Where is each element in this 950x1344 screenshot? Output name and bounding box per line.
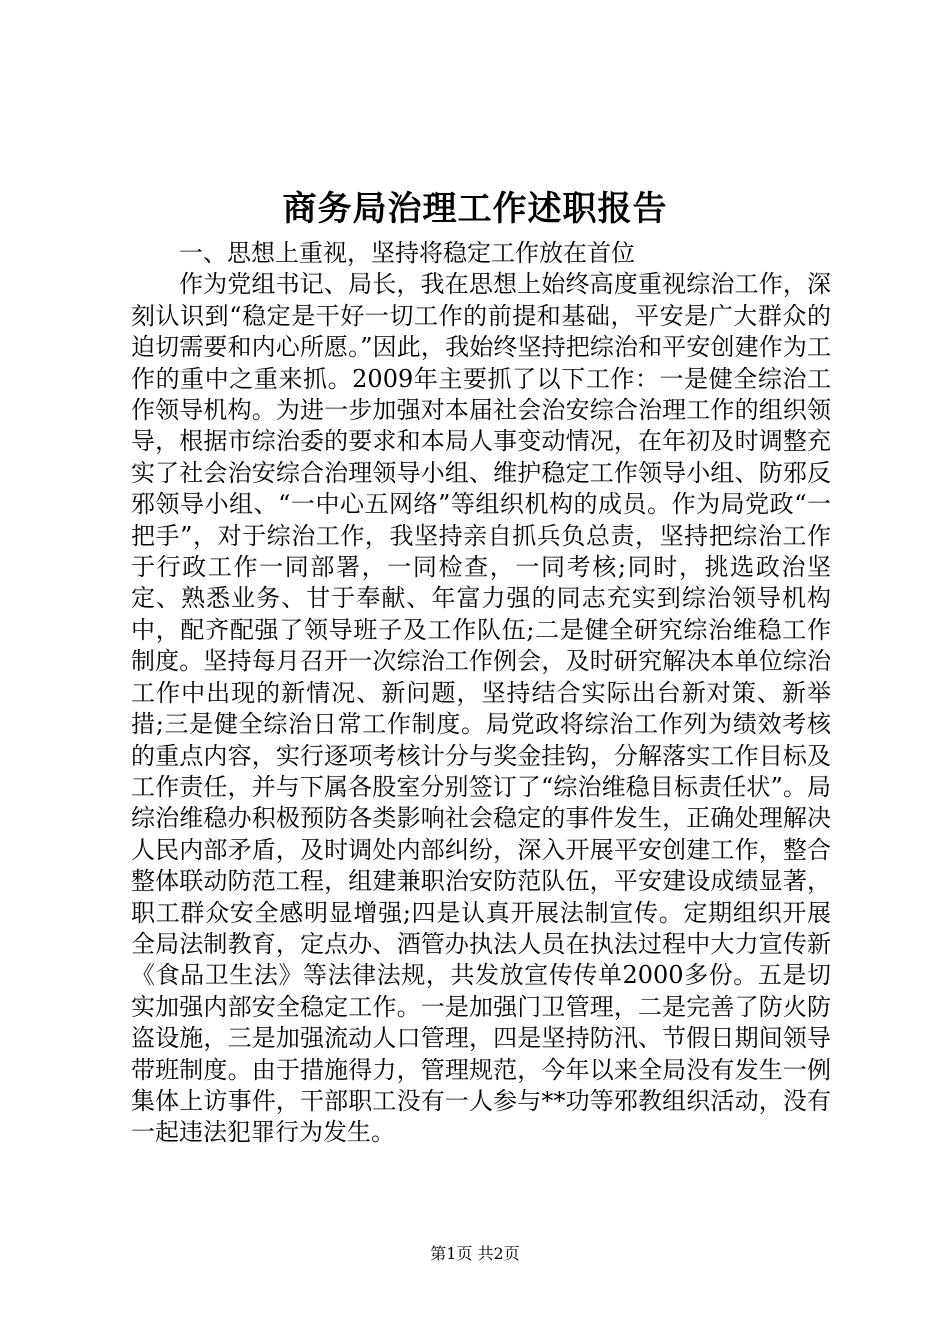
section-heading: 一、思想上重视，坚持将稳定工作放在首位: [179, 239, 635, 267]
body-paragraph: 作为党组书记、局长，我在思想上始终高度重视综治工作，深刻认识到“稳定是干好一切工作的前提和基础，平安是广大群众的迫切需要和内心所愿。”因此，我始终坚持把综治和平安创建作为工作的重中之重来抓。2009年主要抓了以下工作：一是健全综治工作领导机构。为进一步加强对本届社会治安综合治理工作的组织领导，根据市综治委的要求和本局人事变动情况，在年初及时调整充实了社会治安综合治理领导小组、维护稳定工作领导小组、防邪反邪领导小组、“一中心五网络”等组织机构的成员。作为局党政“一把手”，对于综治工作，我坚持亲自抓兵负总责，坚持把综治工作于行政工作一同部署，一同检查，一同考核;同时，挑选政治坚定、熟悉业务、甘于奉献、年富力强的同志充实到综治领导机构中，配齐配强了领导班子及工作队伍;二是健全研究综治维稳工作制度。坚持每月召开一次综治工作例会，及时研究解决本单位综治工作中出现的新情况、新问题，坚持结合实际出台新对策、新举措;三是健全综治日常工作制度。局党政将综治工作列为绩效考核的重点内容，实行逐项考核计分与奖金挂钩，分解落实工作目标及工作责任，并与下属各股室分别签订了“综治维稳目标责任状”。局综治维稳办积极预防各类影响社会稳定的事件发生，正确处理解决人民内部矛盾，及时调处内部纠纷，深入开展平安创建工作，整合整体联动防范工程，组建兼职治安防范队伍，平安建设成绩显著，职工群众安全感明显增强;四是认真开展法制宣传。定期组织开展全局法制教育，定点办、酒管办执法人员在执法过程中大力宣传新《食品卫生法》等法律法规，共发放宣传传单2000多份。五是切实加强内部安全稳定工作。一是加强门卫管理，二是完善了防火防盗设施，三是加强流动人口管理，四是坚持防汛、节假日期间领导带班制度。由于措施得力，管理规范，今年以来全局没有发生一例集体上访事件，干部职工没有一人参与**功等邪教组织活动，没有一起违法犯罪行为发生。: [131, 270, 831, 1147]
document-body: [131, 238, 831, 1149]
page-footer: 第1页 共2页: [430, 1244, 520, 1263]
page-title: 商务局治理工作述职报告: [282, 189, 668, 229]
